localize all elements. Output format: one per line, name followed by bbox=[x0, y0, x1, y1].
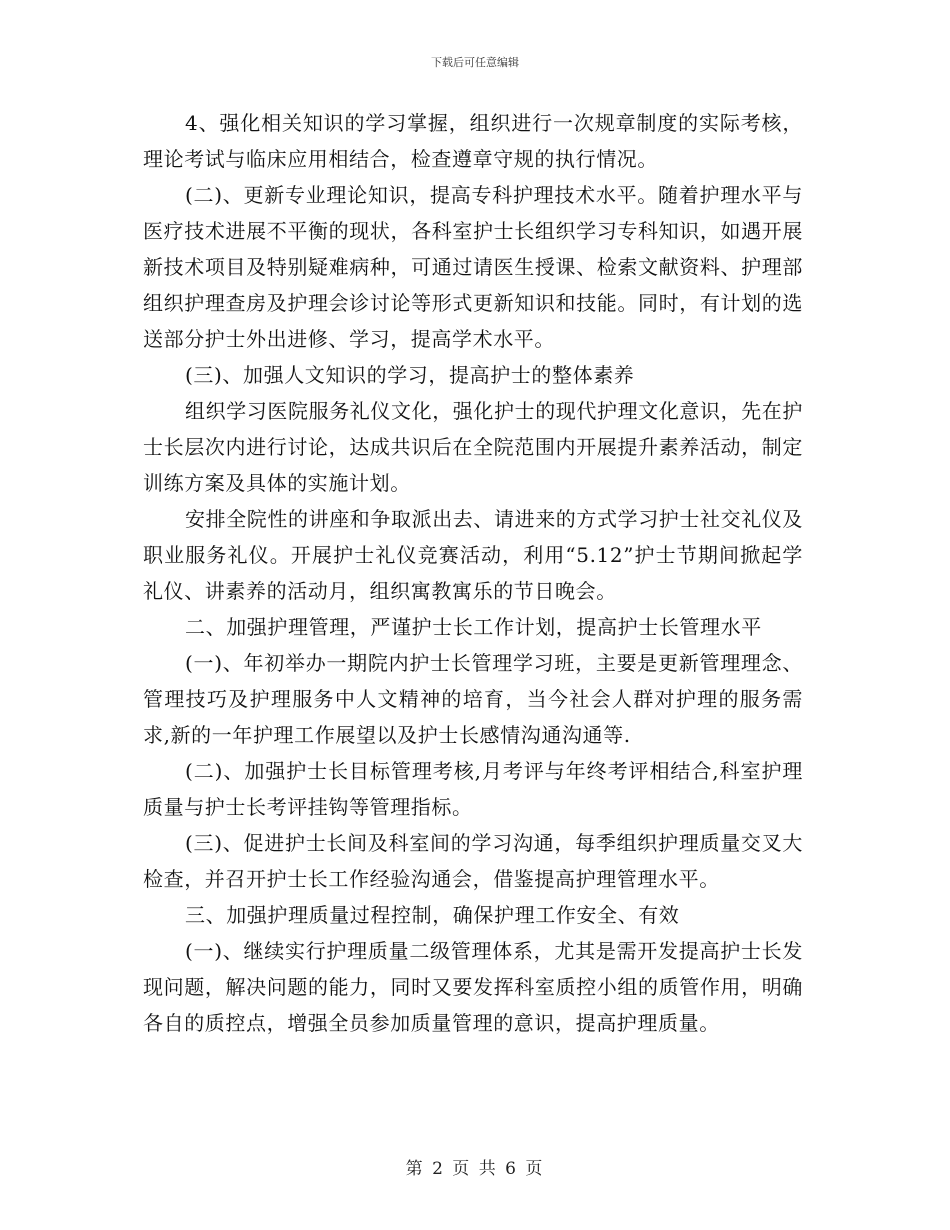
paragraph-5: 安排全院性的讲座和争取派出去、请进来的方式学习护士社交礼仪及职业服务礼仪。开展护士礼仪竞赛活动，利用“5.12”护士节期间掀起学礼仪、讲素养的活动月，组织寓教寓乐的节日晚会。 bbox=[143, 507, 803, 603]
paragraph-9: (一)、继续实行护理质量二级管理体系，尤其是需开发提高护士长发现问题，解决问题的能力，同时又要发挥科室质控小组的质管作用，明确各自的质控点，增强全员参加质量管理的意识，提高护理质量。 bbox=[143, 939, 803, 1035]
paragraph-1: 4、强化相关知识的学习掌握，组织进行一次规章制度的实际考核，理论考试与临床应用相结合，检查遵章守规的执行情况。 bbox=[143, 111, 803, 171]
paragraph-6: (一)、年初举办一期院内护士长管理学习班，主要是更新管理理念、管理技巧及护理服务中人文精神的培育，当今社会人群对护理的服务需求,新的一年护理工作展望以及护士长感情沟通沟通等. bbox=[143, 651, 803, 747]
section-heading-2: 二、加强护理管理，严谨护士长工作计划，提高护士长管理水平 bbox=[185, 615, 762, 639]
page-footer: 第 2 页 共 6 页 bbox=[405, 1159, 545, 1179]
paragraph-2: (二)、更新专业理论知识，提高专科护理技术水平。随着护理水平与医疗技术进展不平衡的现状，各科室护士长组织学习专科知识，如遇开展新技术项目及特别疑难病种，可通过请医生授课、检索文献资料、护理部组织护理查房及护理会诊讨论等形式更新知识和技能。同时，有计划的选送部分护士外出进修、学习，提高学术水平。 bbox=[143, 183, 803, 351]
paragraph-8: (三)、促进护士长间及科室间的学习沟通，每季组织护理质量交叉大检查，并召开护士长工作经验沟通会，借鉴提高护理管理水平。 bbox=[143, 831, 803, 891]
page-header: 下载后可任意编辑 bbox=[431, 56, 519, 69]
paragraph-3: (三)、加强人文知识的学习，提高护士的整体素养 bbox=[185, 363, 635, 387]
paragraph-7: (二)、加强护士长目标管理考核,月考评与年终考评相结合,科室护理质量与护士长考评挂钩等管理指标。 bbox=[143, 759, 803, 819]
document-body bbox=[143, 105, 803, 1041]
section-heading-3: 三、加强护理质量过程控制，确保护理工作安全、有效 bbox=[185, 903, 680, 927]
paragraph-4: 组织学习医院服务礼仪文化，强化护士的现代护理文化意识，先在护士长层次内进行讨论，达成共识后在全院范围内开展提升素养活动，制定训练方案及具体的实施计划。 bbox=[143, 399, 803, 495]
